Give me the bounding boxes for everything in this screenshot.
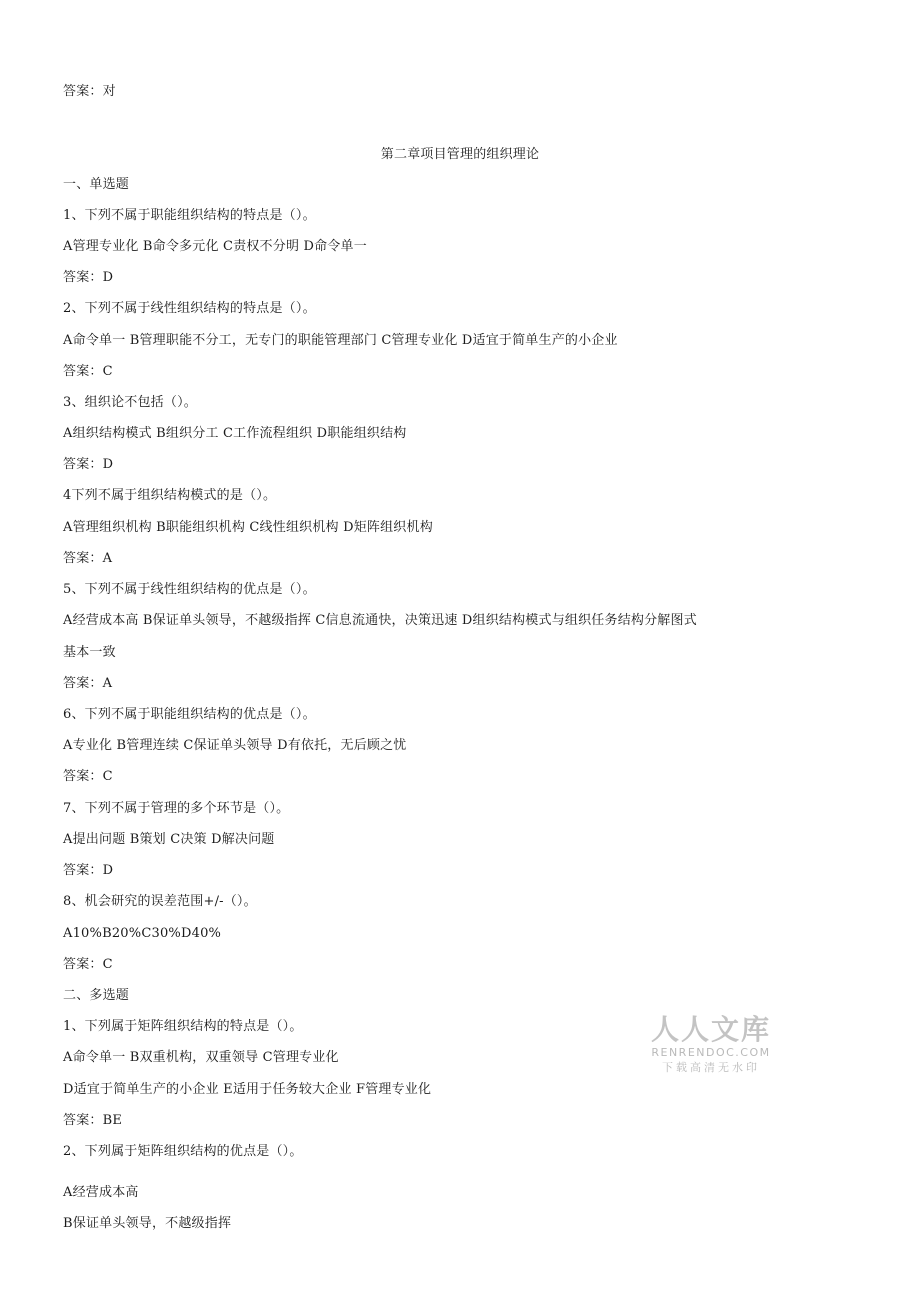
options-4: A管理组织机构 B职能组织机构 C线性组织机构 D矩阵组织机构 xyxy=(63,520,433,535)
watermark-subtitle: 下载高清无水印 xyxy=(662,1061,760,1074)
multi-options-1-continued: D适宜于简单生产的小企业 E适用于任务较大企业 F管理专业化 xyxy=(63,1082,432,1097)
options-5: A经营成本高 B保证单头领导，不越级指挥 C信息流通快，决策迅速 D组织结构模式与组织任务结构分解图式 xyxy=(63,613,697,628)
multi-question-1: 1、下列属于矩阵组织结构的特点是（）。 xyxy=(63,1019,303,1034)
watermark-title: 人人文库 xyxy=(650,1013,771,1046)
options-6: A专业化 B管理连续 C保证单头领导 D有依托，无后顾之忧 xyxy=(63,738,407,753)
watermark-logo xyxy=(636,1014,786,1075)
chapter-title: 第二章项目管理的组织理论 xyxy=(380,147,540,162)
answer-2: 答案：C xyxy=(63,364,113,379)
options-8: A10%B20%C30%D40% xyxy=(63,926,222,941)
options-3: A组织结构模式 B组织分工 C工作流程组织 D职能组织结构 xyxy=(63,426,407,441)
answer-8: 答案：C xyxy=(63,957,113,972)
answer-6: 答案：C xyxy=(63,769,113,784)
answer-1: 答案：D xyxy=(63,270,114,285)
question-8: 8、机会研究的误差范围+/-（）。 xyxy=(63,894,257,909)
question-4: 4下列不属于组织结构模式的是（）。 xyxy=(63,488,277,503)
options-1: A管理专业化 B命令多元化 C责权不分明 D命令单一 xyxy=(63,239,367,254)
multi-question-2: 2、下列属于矩阵组织结构的优点是（）。 xyxy=(63,1144,303,1159)
question-5: 5、下列不属于线性组织结构的优点是（）。 xyxy=(63,582,316,597)
section-heading-multiple-choice: 二、多选题 xyxy=(63,988,130,1003)
answer-line: 答案：对 xyxy=(63,84,116,99)
question-2: 2、下列不属于线性组织结构的特点是（）。 xyxy=(63,301,316,316)
answer-5: 答案：A xyxy=(63,676,113,691)
question-3: 3、组织论不包括（）。 xyxy=(63,395,197,410)
answer-4: 答案：A xyxy=(63,551,113,566)
options-7: A提出问题 B策划 C决策 D解决问题 xyxy=(63,832,275,847)
options-5-continued: 基本一致 xyxy=(63,645,116,660)
section-heading-single-choice: 一、单选题 xyxy=(63,177,130,192)
options-2: A命令单一 B管理职能不分工，无专门的职能管理部门 C管理专业化 D适宜于简单生产的小企业 xyxy=(63,333,618,348)
watermark-domain: RENRENDOC.COM xyxy=(651,1046,771,1059)
answer-7: 答案：D xyxy=(63,863,114,878)
question-1: 1、下列不属于职能组织结构的特点是（）。 xyxy=(63,208,316,223)
answer-3: 答案：D xyxy=(63,457,114,472)
question-6: 6、下列不属于职能组织结构的优点是（）。 xyxy=(63,707,316,722)
multi-answer-1: 答案：BE xyxy=(63,1113,123,1128)
question-7: 7、下列不属于管理的多个环节是（）。 xyxy=(63,801,290,816)
multi-option-2b: B保证单头领导，不越级指挥 xyxy=(63,1216,232,1231)
multi-options-1: A命令单一 B双重机构，双重领导 C管理专业化 xyxy=(63,1050,339,1065)
multi-option-2a: A经营成本高 xyxy=(63,1185,139,1200)
